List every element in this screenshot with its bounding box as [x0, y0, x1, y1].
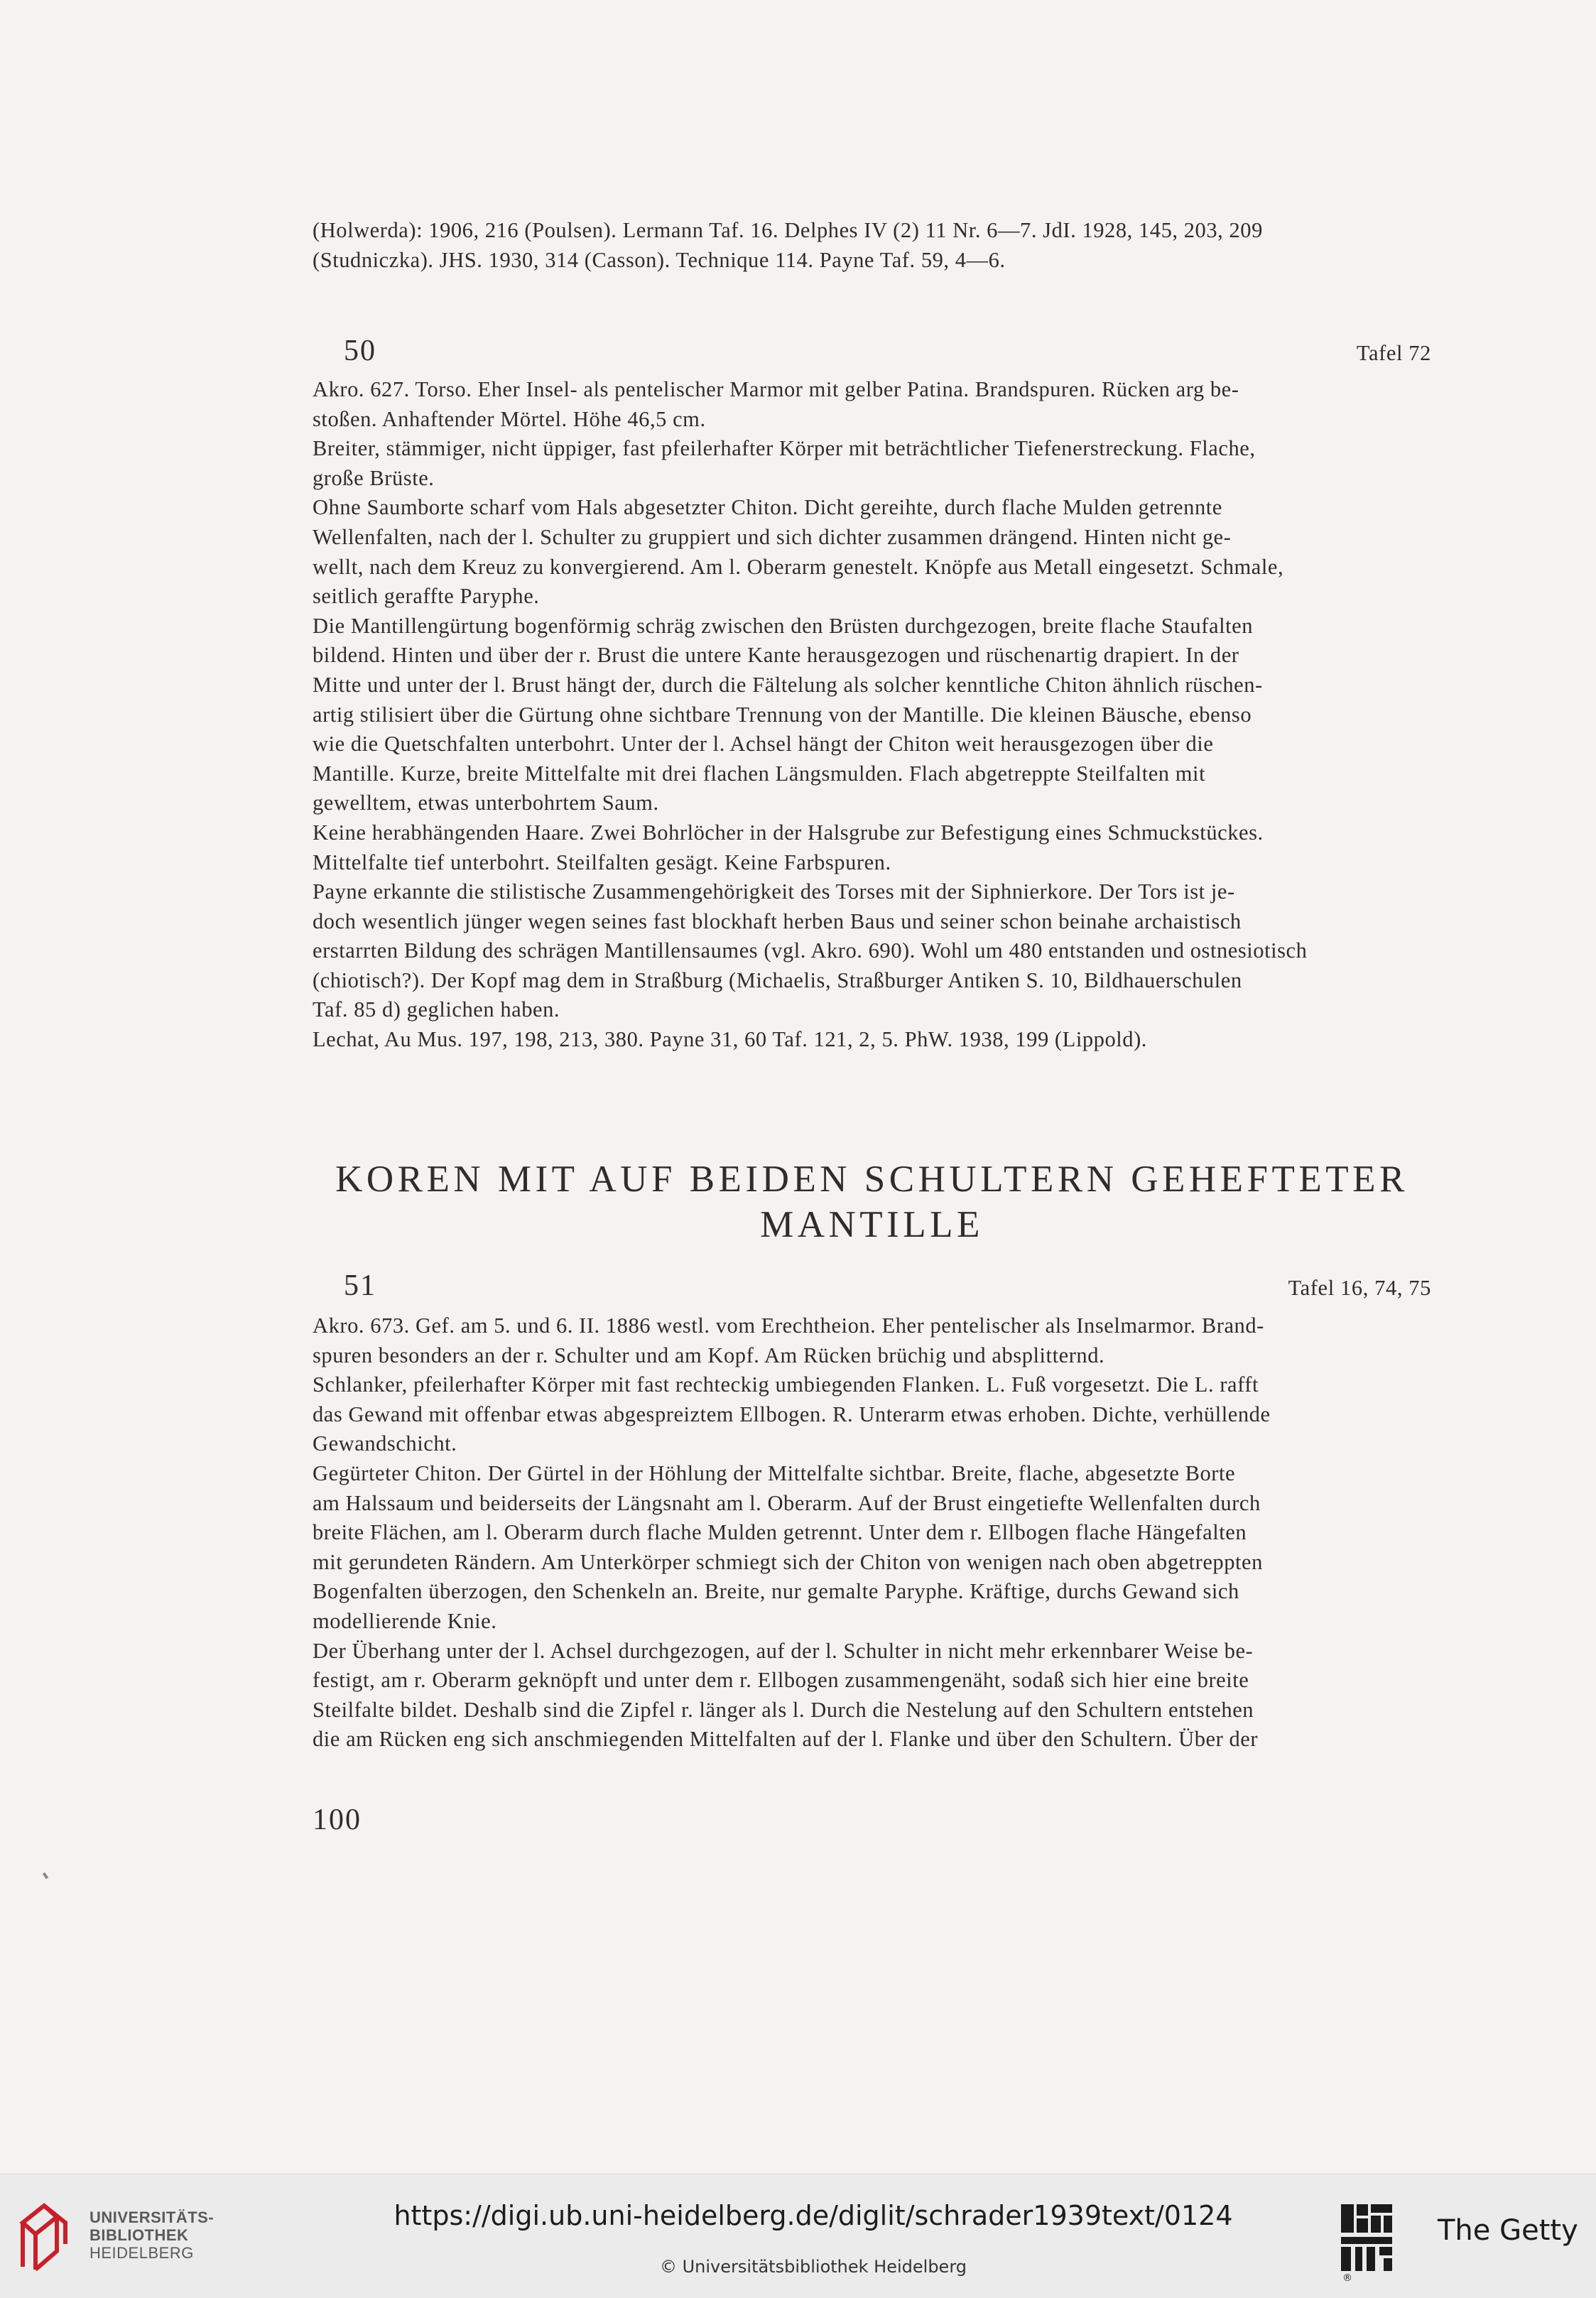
text-line: spuren besonders an der r. Schulter und am Kopf. Am Rücken brüchig und absplitternd.	[313, 1343, 1105, 1367]
text-line: seitlich geraffte Paryphe.	[313, 584, 540, 609]
text-line: doch wesentlich jünger wegen seines fast blockhaft herben Baus und seiner schon beinahe archaistisch	[313, 909, 1242, 933]
text-line: Gewandschicht.	[313, 1431, 457, 1456]
getty-logo-icon	[1341, 2204, 1392, 2271]
copyright-notice: © Universitätsbibliothek Heidelberg	[659, 2257, 967, 2277]
text-line: artig stilisiert über die Gürtung ohne sichtbare Trennung von der Mantille. Die kleinen Bäusche, ebenso	[313, 702, 1252, 727]
catalog-number: 50	[344, 335, 376, 367]
text-line: Payne erkannte die stilistische Zusammengehörigkeit des Torses mit der Siphnierkore. Der Tors ist je-	[313, 879, 1235, 904]
text-line: (chiotisch?). Der Kopf mag dem in Straßburg (Michaelis, Straßburger Antiken S. 10, Bildhauerschulen	[313, 968, 1242, 992]
text-line: Akro. 627. Torso. Eher Insel- als pentelischer Marmor mit gelber Patina. Brandspuren. Rücken arg be-	[313, 377, 1239, 401]
library-name-line: UNIVERSITÄTS-	[89, 2208, 215, 2226]
entry-paragraph	[313, 375, 1431, 434]
entry-paragraph	[313, 818, 1431, 877]
library-name-line: BIBLIOTHEK	[89, 2226, 189, 2244]
entry-paragraph	[313, 612, 1431, 818]
text-line: mit gerundeten Rändern. Am Unterkörper schmiegt sich der Chiton von wenigen nach oben abgetreppten	[313, 1549, 1263, 1574]
section-heading-line: MANTILLE	[760, 1204, 984, 1245]
text-line: Gegürteter Chiton. Der Gürtel in der Höhlung der Mittelfalte sichtbar. Breite, flache, abgesetzte Borte	[313, 1460, 1236, 1485]
text-line: Keine herabhängenden Haare. Zwei Bohrlöcher in der Halsgrube zur Befestigung eines Schmuckstückes.	[313, 820, 1264, 845]
permalink-url[interactable]: https://digi.ub.uni-heidelberg.de/diglit/schrader1939text/0124	[393, 2200, 1233, 2231]
text-line: Akro. 673. Gef. am 5. und 6. II. 1886 westl. vom Erechtheion. Eher pentelischer als Inselmarmor. Brand-	[313, 1313, 1264, 1338]
text-line: bildend. Hinten und über der r. Brust die untere Kante herausgezogen und rüschenartig drapiert. In der	[313, 643, 1239, 668]
plate-reference: Tafel 72	[1356, 341, 1431, 365]
text-line: Mantille. Kurze, breite Mittelfalte mit drei flachen Längsmulden. Flach abgetreppte Steilfalten mit	[313, 761, 1206, 786]
text-line: Ohne Saumborte scharf vom Hals abgesetzter Chiton. Dicht gereihte, durch flache Mulden getrennte	[313, 495, 1222, 520]
text-line: breite Flächen, am l. Oberarm durch flache Mulden getrennt. Unter dem r. Ellbogen flache Hängefalten	[313, 1520, 1247, 1545]
entry-paragraph	[313, 493, 1431, 611]
text-line: modellierende Knie.	[313, 1608, 497, 1633]
text-line: am Halssaum und beiderseits der Längsnaht am l. Oberarm. Auf der Brust eingetiefte Wellenfalten durch	[313, 1490, 1261, 1515]
catalog-entry-50	[313, 375, 1431, 1055]
text-line: Steilfalte bildet. Deshalb sind die Zipfel r. länger als l. Durch die Nestelung auf den Schultern entstehen	[313, 1697, 1254, 1722]
plate-reference: Tafel 16, 74, 75	[1288, 1276, 1431, 1300]
entry-paragraph	[313, 877, 1431, 1025]
entry-paragraph	[313, 1637, 1431, 1755]
getty-name: The Getty	[1438, 2214, 1578, 2247]
text-line: Bogenfalten überzogen, den Schenkeln an. Breite, nur gemalte Paryphe. Kräftige, durchs Gewand sich	[313, 1579, 1239, 1604]
text-line: Lechat, Au Mus. 197, 198, 213, 380. Payne 31, 60 Taf. 121, 2, 5. PhW. 1938, 199 (Lippold).	[313, 1027, 1147, 1052]
entry-paragraph	[313, 1370, 1431, 1459]
text-line: Wellenfalten, nach der l. Schulter zu gruppiert und sich dichter zusammen drängend. Hinten nicht ge-	[313, 524, 1232, 549]
text-line: die am Rücken eng sich anschmiegenden Mittelfalten auf der l. Flanke und über den Schultern. Über der	[313, 1727, 1259, 1752]
text-line: stoßen. Anhaftender Mörtel. Höhe 46,5 cm.	[313, 406, 706, 431]
text-line: wellt, nach dem Kreuz zu konvergierend. Am l. Oberarm genestelt. Knöpfe aus Metall eingesetzt. Schmale,	[313, 554, 1284, 579]
bibliography-line: (Studniczka). JHS. 1930, 314 (Casson). Technique 114. Payne Taf. 59, 4—6.	[313, 247, 1006, 272]
section-heading	[313, 1156, 1431, 1247]
university-library-name	[89, 2208, 214, 2262]
catalog-entry-51	[313, 1311, 1431, 1755]
text-line: Mittelfalte tief unterbohrt. Steilfalten gesägt. Keine Farbspuren.	[313, 850, 891, 874]
section-heading-line: KOREN MIT AUF BEIDEN SCHULTERN GEHEFTETER	[335, 1159, 1408, 1200]
library-name-line: HEIDELBERG	[89, 2244, 194, 2262]
paper-speck	[43, 1872, 48, 1880]
registered-mark: ®	[1342, 2272, 1352, 2284]
text-line: wie die Quetschfalten unterbohrt. Unter der l. Achsel hängt der Chiton weit herausgezogen über die	[313, 732, 1214, 757]
entry-paragraph	[313, 1025, 1431, 1055]
text-line: erstarrten Bildung des schrägen Mantillensaumes (vgl. Akro. 690). Wohl um 480 entstanden und ostnesiotisch	[313, 938, 1308, 963]
text-line: festigt, am r. Oberarm geknöpft und unter dem r. Ellbogen zusammengenäht, sodaß sich hier eine breite	[313, 1668, 1249, 1693]
page-number: 100	[313, 1804, 362, 1836]
text-line: gewelltem, etwas unterbohrtem Saum.	[313, 791, 659, 815]
entry-paragraph	[313, 434, 1431, 493]
text-line: Breiter, stämmiger, nicht üppiger, fast pfeilerhafter Körper mit beträchtlicher Tiefenerstreckung. Flache,	[313, 436, 1256, 461]
entry-paragraph	[313, 1311, 1431, 1370]
university-library-logo-icon	[16, 2201, 77, 2272]
bibliography-continuation	[313, 216, 1431, 275]
catalog-number: 51	[344, 1269, 376, 1302]
digitization-footer	[0, 2174, 1596, 2298]
text-line: Taf. 85 d) geglichen haben.	[313, 997, 560, 1022]
text-line: Der Überhang unter der l. Achsel durchgezogen, auf der l. Schulter in nicht mehr erkennbarer Weise be-	[313, 1638, 1254, 1663]
text-line: das Gewand mit offenbar etwas abgespreiztem Ellbogen. R. Unterarm etwas erhoben. Dichte, verhüllende	[313, 1402, 1271, 1426]
text-line: Die Mantillengürtung bogenförmig schräg zwischen den Brüsten durchgezogen, breite flache Staufalten	[313, 613, 1254, 638]
bibliography-line: (Holwerda): 1906, 216 (Poulsen). Lermann Taf. 16. Delphes IV (2) 11 Nr. 6—7. JdI. 1928, 145, 203, 209	[313, 218, 1263, 242]
entry-paragraph	[313, 1459, 1431, 1637]
text-line: Schlanker, pfeilerhafter Körper mit fast rechteckig umbiegenden Flanken. L. Fuß vorgesetzt. Die L. rafft	[313, 1372, 1259, 1397]
text-line: große Brüste.	[313, 465, 435, 490]
text-line: Mitte und unter der l. Brust hängt der, durch die Fältelung als solcher kenntliche Chiton ähnlich rüschen-	[313, 672, 1263, 697]
